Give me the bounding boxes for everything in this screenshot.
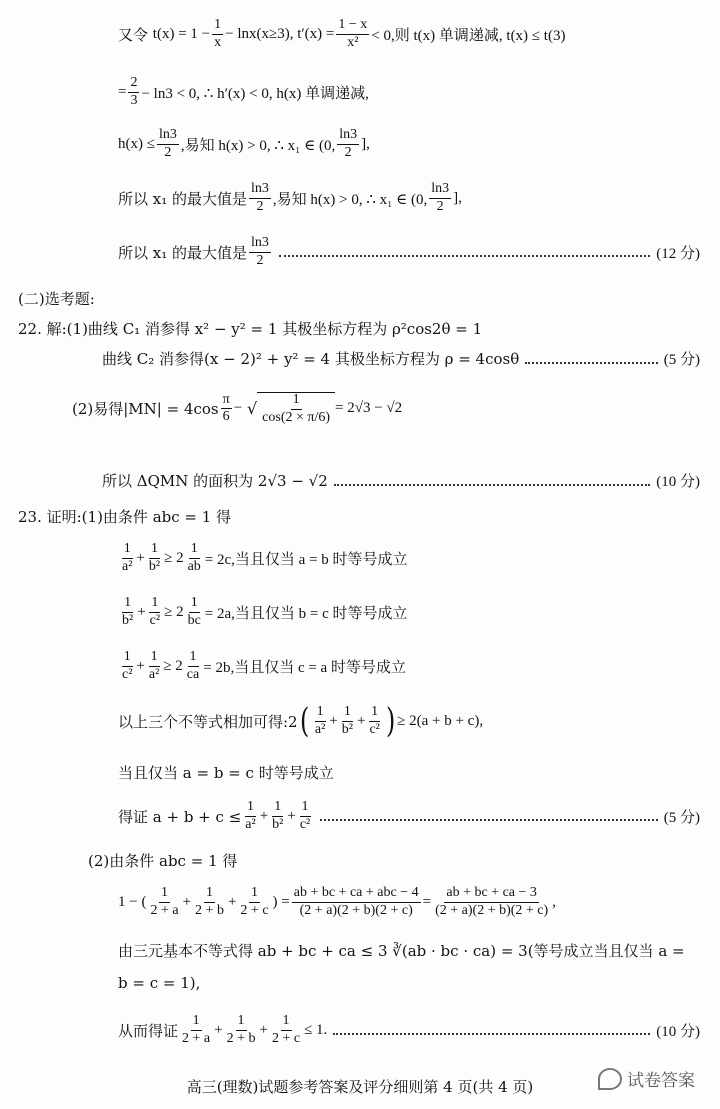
num: ab + bc + ca − 3 (444, 886, 539, 903)
num: 1 (188, 650, 199, 667)
num: 1 (191, 1014, 202, 1031)
den: bc (187, 612, 201, 628)
den: 2 (344, 144, 352, 160)
q22-part2 (72, 392, 402, 425)
fraction (157, 128, 179, 160)
math: 1 − ( (118, 893, 147, 910)
math: t(x) = 1 − (152, 25, 211, 42)
num: 1 (122, 650, 133, 667)
text: (二)选考题: (18, 290, 95, 308)
math: h(x) ≤ (118, 135, 155, 152)
num: 1 (149, 650, 160, 667)
q22-part1 (18, 318, 482, 339)
den: b² (122, 612, 134, 628)
num: ab + bc + ca + abc − 4 (292, 886, 421, 903)
math: ], (453, 189, 462, 206)
line-max-value-score (118, 236, 700, 268)
q23-am-gm (118, 940, 685, 961)
plus: + (136, 657, 145, 674)
text: 以上三个不等式相加可得:2 (118, 712, 298, 731)
fraction (238, 886, 270, 918)
den: b² (148, 558, 161, 574)
fraction (221, 393, 232, 425)
den: ca (186, 666, 200, 682)
text: 从而得证 (118, 1021, 179, 1040)
den: a² (314, 721, 326, 737)
q23-am-gm-cont (118, 974, 200, 992)
fraction (337, 128, 359, 160)
den: 2 + a (150, 902, 179, 918)
num: 1 (300, 800, 311, 817)
fraction (186, 542, 203, 574)
fraction (120, 596, 135, 628)
plus: + (356, 712, 366, 729)
num: 1 (149, 542, 160, 559)
den: a² (245, 816, 256, 832)
text: 得证 a + b + c ≤ (118, 807, 242, 826)
math: ≤ 1. (304, 1021, 328, 1038)
den: b² (272, 816, 284, 832)
num: π (221, 393, 232, 410)
leader-dots (320, 819, 658, 821)
math: − lnx(x≥3), t′(x) = (225, 25, 335, 42)
fraction (147, 542, 162, 574)
den: (2 + a)(2 + b)(2 + c) (435, 902, 549, 918)
den: cos(2 × π/6) (262, 409, 330, 425)
plus: + (136, 549, 145, 566)
fraction (120, 650, 134, 682)
fraction (249, 236, 271, 268)
fraction (433, 886, 550, 918)
comma: , (552, 893, 556, 910)
q22-curve-c2 (102, 348, 700, 369)
math: = (422, 893, 432, 910)
text: 所以 ΔQMN 的面积为 2√3 − √2 (102, 472, 328, 490)
num: 1 (122, 596, 133, 613)
num: ln3 (337, 128, 359, 145)
den: 2 + c (271, 1030, 301, 1046)
den: c² (299, 816, 311, 832)
fraction (148, 886, 180, 918)
fraction (298, 800, 312, 832)
den: a² (122, 558, 133, 574)
den: 3 (130, 92, 138, 108)
wechat-icon (598, 1068, 622, 1090)
leader-dots (525, 362, 657, 364)
math: − ln3 < 0, ∴ h′(x) < 0, h(x) 单调递减, (141, 85, 369, 102)
text: 当且仅当 a = b = c 时等号成立 (118, 764, 334, 782)
num: 1 − x (336, 18, 369, 35)
num: 1 (159, 886, 170, 903)
text: b = c = 1), (118, 974, 201, 992)
q23-head (18, 506, 231, 527)
num: 1 (272, 800, 283, 817)
q23-ineq3 (118, 650, 406, 682)
section-heading (18, 288, 95, 309)
fraction (270, 800, 285, 832)
num: 1 (342, 705, 353, 722)
text: 曲线 C₂ 消参得(x − 2)² + y² = 4 其极坐标方程为 ρ = 4cosθ (102, 350, 520, 368)
math: = 2√3 − √2 (335, 400, 403, 417)
fraction (225, 1014, 258, 1046)
num: 1 (122, 542, 133, 559)
den: ab (187, 558, 201, 574)
sqrt-body (257, 392, 335, 425)
plus: + (182, 893, 192, 910)
text: (2)由条件 abc = 1 得 (88, 852, 238, 870)
num: 2 (128, 76, 139, 93)
num: 1 (236, 1014, 247, 1031)
line-t3-value (118, 76, 369, 108)
num: 1 (212, 18, 223, 35)
num: ln3 (429, 182, 451, 199)
den: b² (341, 721, 353, 737)
fraction (249, 182, 271, 214)
line-h-bound (118, 128, 370, 160)
fraction (147, 650, 161, 682)
math: = 2c,当且仅当 a = b 时等号成立 (204, 551, 408, 568)
fraction (193, 886, 226, 918)
math: ≥ 2 (164, 549, 184, 566)
den: c² (369, 721, 380, 737)
num: ln3 (249, 182, 271, 199)
fraction (185, 650, 201, 682)
den: (2 + a)(2 + b)(2 + c) (299, 902, 413, 918)
leader-dots (279, 255, 650, 257)
num: 1 (281, 1014, 292, 1031)
leader-dots (333, 1033, 650, 1035)
math: ,易知 h(x) > 0, ∴ x₁ ∈ (0, (272, 191, 428, 208)
q23-final (118, 1014, 700, 1046)
text: 22. 解:(1)曲线 C₁ 消参得 x² − y² = 1 其极坐标方程为 ρ²cos2θ = 1 (18, 320, 483, 338)
fraction (340, 705, 355, 737)
num: 1 (369, 705, 380, 722)
num: 1 (291, 393, 302, 410)
den: 2 (164, 144, 172, 160)
plus: + (214, 1021, 223, 1038)
num: 1 (249, 886, 260, 903)
fraction (336, 18, 369, 50)
q23-prove1 (118, 800, 700, 832)
score: (10 分) (656, 474, 700, 490)
den: 2 + b (226, 1030, 256, 1046)
fraction (367, 705, 381, 737)
fraction (260, 393, 332, 425)
plus: + (137, 603, 146, 620)
q23-part2 (88, 850, 237, 871)
score: (5 分) (663, 352, 700, 368)
q23-equality (118, 762, 334, 783)
num: 1 (245, 800, 256, 817)
paren-left: ( (299, 701, 309, 741)
fraction (186, 596, 203, 628)
text: 由三元基本不等式得 ab + bc + ca ≤ 3 ∛(ab · bc · ca) = 3(等号成立当且仅当 a = (118, 942, 685, 960)
den: a² (148, 666, 160, 682)
q23-p2-identity (118, 886, 556, 918)
den: c² (149, 612, 161, 628)
text: 所以 x₁ 的最大值是 (118, 189, 248, 208)
text: (2)易得|MN| = 4cos (72, 400, 219, 419)
math: ) = (272, 893, 290, 910)
math: ], (361, 135, 370, 152)
line-t-definition (118, 18, 565, 50)
watermark (598, 1066, 695, 1091)
fraction (180, 1014, 212, 1046)
den: 2 (436, 198, 444, 214)
den: x² (347, 34, 359, 50)
fraction (243, 800, 257, 832)
num: ln3 (249, 236, 271, 253)
q23-ineq1 (118, 542, 408, 574)
num: 1 (315, 705, 326, 722)
num: 1 (204, 886, 215, 903)
den: 2 + a (182, 1030, 211, 1046)
fraction (128, 76, 139, 108)
score: (5 分) (663, 809, 700, 826)
math: ≥ 2 (163, 657, 183, 674)
plus: + (259, 807, 269, 824)
sqrt-sign: √ (246, 399, 258, 419)
plus: + (259, 1021, 268, 1038)
fraction (429, 182, 451, 214)
den: x (214, 34, 222, 50)
q23-ineq2 (118, 596, 408, 628)
line-max-value (118, 182, 462, 214)
fraction (270, 1014, 302, 1046)
plus: + (287, 807, 296, 824)
paren-right: ) (385, 701, 396, 741)
score: (10 分) (656, 1023, 700, 1040)
den: 6 (222, 409, 230, 425)
den: 2 (256, 252, 264, 268)
num: 1 (189, 596, 200, 613)
score: (12 分) (656, 245, 700, 262)
page-footer: 高三(理数)试题参考答案及评分细则第 4 页(共 4 页) (186, 1078, 534, 1096)
num: 1 (149, 596, 160, 613)
fraction (292, 886, 421, 918)
fraction (148, 596, 162, 628)
math: − (233, 400, 243, 417)
fraction (313, 705, 327, 737)
den: 2 + c (240, 902, 269, 918)
math: = 2a,当且仅当 b = c 时等号成立 (204, 605, 408, 622)
math: ≥ 2(a + b + c), (397, 712, 484, 729)
plus: + (329, 712, 338, 729)
den: 2 (256, 198, 264, 214)
math: = (118, 83, 127, 100)
num: ln3 (157, 128, 179, 145)
math: < 0,则 t(x) 单调递减, t(x) ≤ t(3) (371, 27, 566, 44)
watermark-text: 试卷答案 (627, 1071, 695, 1091)
num: 1 (189, 542, 200, 559)
text: 又令 (118, 25, 149, 44)
plus: + (227, 893, 237, 910)
math: = 2b,当且仅当 c = a 时等号成立 (203, 659, 406, 676)
math: ≥ 2 (164, 603, 184, 620)
den: 2 + b (195, 902, 224, 918)
text: 所以 x₁ 的最大值是 (118, 243, 248, 262)
leader-dots (334, 484, 650, 486)
fraction (120, 542, 134, 574)
text: 23. 证明:(1)由条件 abc = 1 得 (18, 508, 232, 526)
math: ,易知 h(x) > 0, ∴ x₁ ∈ (0, (180, 137, 336, 154)
den: c² (122, 666, 133, 682)
fraction (212, 18, 223, 50)
q23-sum (118, 701, 484, 741)
q22-area (102, 470, 700, 491)
